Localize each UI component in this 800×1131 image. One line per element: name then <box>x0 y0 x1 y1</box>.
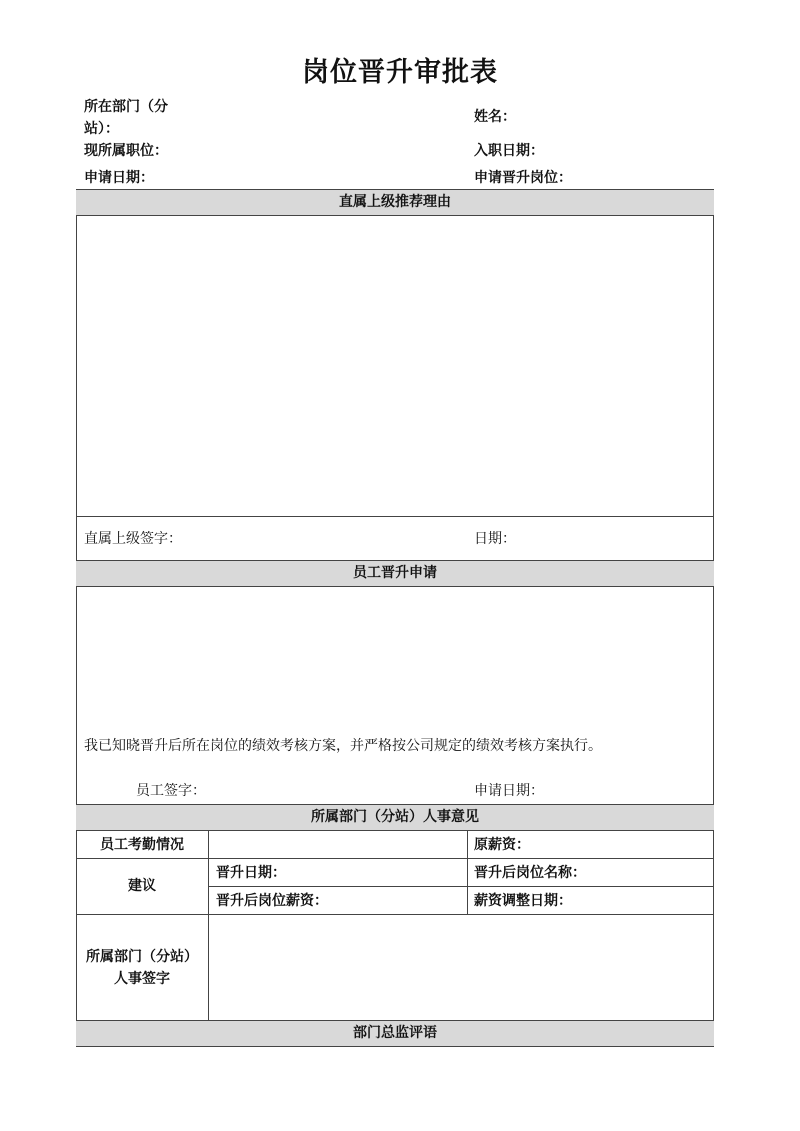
divider <box>208 886 714 887</box>
employee-signature-label: 员工签字： <box>136 783 206 799</box>
form-title: 岗位晋升审批表 <box>302 57 498 88</box>
department-label-line1: 所在部门（分 <box>84 99 168 115</box>
divider <box>76 516 714 517</box>
suggestion-label: 建议 <box>128 878 156 894</box>
original-salary-label: 原薪资： <box>474 837 530 853</box>
apply-date-label: 申请日期： <box>84 170 154 186</box>
hr-section-heading: 所属部门（分站）人事意见 <box>76 804 714 831</box>
department-label-line2: 站）： <box>84 121 119 137</box>
salary-adjust-date-label: 薪资调整日期： <box>474 893 572 909</box>
hr-signature-label <box>76 946 208 990</box>
attendance-label: 员工考勤情况 <box>100 837 184 853</box>
new-salary-label: 晋升后岗位薪资： <box>216 893 328 909</box>
name-label: 姓名： <box>474 109 516 125</box>
target-position-label: 申请晋升岗位： <box>474 170 572 186</box>
new-position-name-label: 晋升后岗位名称： <box>474 865 586 881</box>
supervisor-section-heading: 直属上级推荐理由 <box>76 189 714 216</box>
department-label <box>84 96 168 140</box>
promotion-date-label: 晋升日期： <box>216 865 286 881</box>
hr-signature-label-line1: 所属部门（分站） <box>86 949 198 965</box>
divider <box>467 830 468 914</box>
employee-statement: 我已知晓晋升后所在岗位的绩效考核方案，并严格按公司规定的绩效考核方案执行。 <box>84 738 602 754</box>
current-position-label: 现所属职位： <box>84 143 168 159</box>
hire-date-label: 入职日期： <box>474 143 544 159</box>
employee-section-heading: 员工晋升申请 <box>76 560 714 587</box>
form-table <box>76 189 714 1047</box>
divider <box>76 858 714 859</box>
supervisor-date-label: 日期： <box>474 531 516 547</box>
employee-apply-date-label: 申请日期： <box>474 783 544 799</box>
supervisor-signature-label: 直属上级签字： <box>84 531 182 547</box>
hr-signature-label-line2: 人事签字 <box>114 971 170 987</box>
divider <box>76 914 714 915</box>
director-section-heading: 部门总监评语 <box>76 1020 714 1047</box>
